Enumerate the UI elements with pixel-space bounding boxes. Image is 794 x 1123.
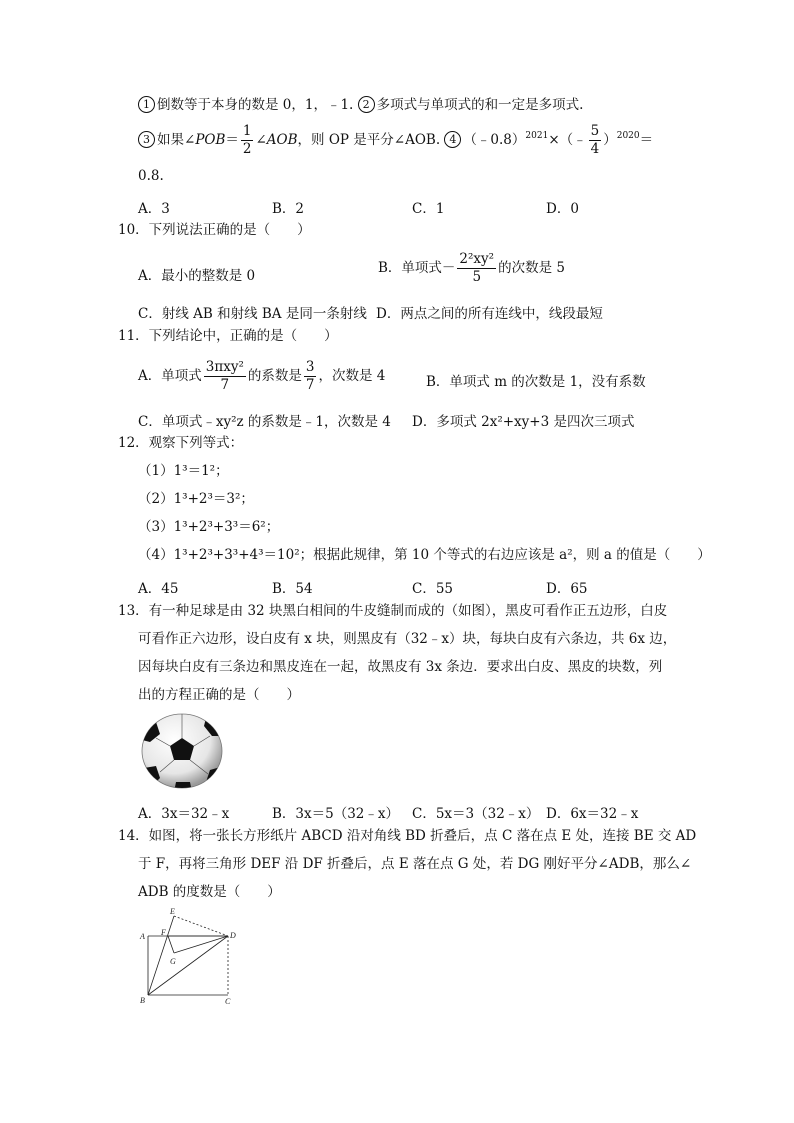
q13-option-c[interactable]: C．5x＝3（32﹣x） xyxy=(412,806,540,822)
q10-option-b-suffix: 的次数是 5 xyxy=(498,259,565,276)
q12-equation-2: （2）1³+2³＝3²； xyxy=(138,491,254,507)
fraction-numerator: 2²xy² xyxy=(459,251,495,267)
label-d: D xyxy=(230,931,236,940)
q13-line-2: 可看作正六边形，设白皮有 x 块，则黑皮有（32﹣x）块，每块白皮有六条边，共 6x 边， xyxy=(138,631,677,647)
q14-line-2: 于 F，再将三角形 DEF 沿 DF 折叠后，点 E 落在点 G 处，若 DG 刚好平分∠ADB，那么∠ xyxy=(138,856,692,872)
statement-3-rest: ，则 OP 是平分∠AOB. xyxy=(297,131,441,148)
q13-option-d[interactable]: D．6x＝32﹣x xyxy=(546,806,639,822)
q11-option-a-mid: 的系数是 xyxy=(247,367,302,384)
circle-number-4: 4 xyxy=(444,131,461,148)
statement-4-part-a: （﹣0.8） xyxy=(463,131,526,148)
circle-number-1: 1 xyxy=(138,96,155,113)
q10-option-c[interactable]: C．射线 AB 和射线 BA 是同一条射线 xyxy=(138,306,367,322)
q10-option-d[interactable]: D．两点之间的所有连线中，线段最短 xyxy=(376,306,603,322)
q9-option-c[interactable]: C．1 xyxy=(412,201,445,217)
circle-number-2: 2 xyxy=(358,96,375,113)
monomial-fraction xyxy=(457,252,496,285)
coefficient-fraction xyxy=(304,360,317,393)
fraction-denominator: 2 xyxy=(242,140,252,157)
statement-1: 倒数等于本身的数是 0，1，﹣1. xyxy=(157,97,354,113)
label-f: F xyxy=(161,928,166,937)
exponent-2021: 2021 xyxy=(525,130,549,141)
q12-equation-3: （3）1³+2³+3³＝6²； xyxy=(138,519,280,535)
q9-option-a[interactable]: A．3 xyxy=(138,201,170,217)
q9-option-b[interactable]: B．2 xyxy=(272,201,305,217)
q12-option-b[interactable]: B．54 xyxy=(272,581,313,597)
q11-stem: 11．下列结论中，正确的是（ ） xyxy=(118,328,338,344)
fraction-one-half xyxy=(241,124,254,157)
label-e: E xyxy=(170,907,175,916)
q11-option-c[interactable]: C．单项式﹣xy²z 的系数是﹣1，次数是 4 xyxy=(138,414,391,430)
q11-option-a-prefix: A．单项式 xyxy=(138,367,202,384)
q13-option-b[interactable]: B．3x＝5（32﹣x） xyxy=(272,806,400,822)
q11-option-b[interactable]: B．单项式 m 的次数是 1，没有系数 xyxy=(426,374,646,390)
equals-sign: ＝ xyxy=(225,131,239,148)
q12-equation-1: （1）1³＝1²； xyxy=(138,463,229,479)
q9-option-d[interactable]: D．0 xyxy=(546,201,579,217)
fraction-numerator: 3 xyxy=(305,359,315,375)
fraction-numerator: 1 xyxy=(242,123,252,139)
fraction-denominator: 4 xyxy=(590,140,600,157)
q11-option-a[interactable] xyxy=(138,360,385,393)
exponent-2020: 2020 xyxy=(616,130,640,141)
fraction-denominator: 7 xyxy=(305,376,315,393)
fraction-numerator: 3πxy² xyxy=(205,359,244,375)
soccer-ball-image xyxy=(140,712,224,790)
q14-line-1: 14．如图，将一张长方形纸片 ABCD 沿对角线 BD 折叠后，点 C 落在点 E 处，连接 BE 交 AD xyxy=(118,828,697,844)
q12-stem: 12．观察下列等式： xyxy=(118,435,244,451)
label-b: B xyxy=(140,996,145,1005)
fraction-denominator: 5 xyxy=(472,268,482,285)
fraction-numerator: 5 xyxy=(590,123,600,139)
angle-aob: ∠AOB xyxy=(255,131,298,148)
fraction-denominator: 7 xyxy=(220,376,230,393)
statement-4-part-b: ×（﹣ xyxy=(548,131,587,148)
statement-4-part-d: ＝ xyxy=(639,131,654,148)
statement-4-part-c: ） xyxy=(603,131,617,148)
statement-2: 多项式与单项式的和一定是多项式. xyxy=(376,97,584,113)
q12-option-c[interactable]: C．55 xyxy=(412,581,454,597)
q13-option-a[interactable]: A．3x＝32﹣x xyxy=(138,806,230,822)
angle-pob: POB xyxy=(195,131,226,148)
q9-statement-4-tail: 0.8. xyxy=(138,168,164,184)
fraction-five-fourths xyxy=(589,124,602,157)
q10-stem: 10．下列说法正确的是（ ） xyxy=(118,222,311,238)
q10-option-b[interactable] xyxy=(378,252,565,285)
q12-option-d[interactable]: D．65 xyxy=(546,581,588,597)
label-g: G xyxy=(170,957,176,966)
q9-statement-line-2 xyxy=(138,124,653,157)
q9-statement-line-1 xyxy=(138,96,583,113)
q14-line-3: ADB 的度数是（ ） xyxy=(138,884,281,900)
q11-option-d[interactable]: D．多项式 2x²+xy+3 是四次三项式 xyxy=(412,414,635,430)
statement-3-prefix: 如果∠ xyxy=(157,131,196,148)
folded-rectangle-figure xyxy=(132,905,244,1009)
circle-number-3: 3 xyxy=(138,131,155,148)
q12-equation-4: （4）1³+2³+3³+4³＝10²；根据此规律，第 10 个等式的右边应该是 a²，则 a 的值是（ ） xyxy=(138,547,711,563)
q13-line-4: 出的方程正确的是（ ） xyxy=(138,687,300,703)
q11-option-a-suffix: ，次数是 4 xyxy=(318,367,386,384)
q13-line-1: 13．有一种足球是由 32 块黑白相间的牛皮缝制而成的（如图），黑皮可看作正五边形，白皮 xyxy=(118,603,668,619)
q12-option-a[interactable]: A．45 xyxy=(138,581,179,597)
q13-line-3: 因每块白皮有三条边和黑皮连在一起，故黑皮有 3x 条边．要求出白皮、黑皮的块数，列 xyxy=(138,659,663,675)
q10-option-b-prefix: B．单项式－ xyxy=(378,259,456,276)
q10-option-a[interactable]: A．最小的整数是 0 xyxy=(138,268,256,284)
label-c: C xyxy=(225,997,231,1006)
label-a: A xyxy=(140,932,145,941)
monomial-fraction xyxy=(204,360,246,393)
